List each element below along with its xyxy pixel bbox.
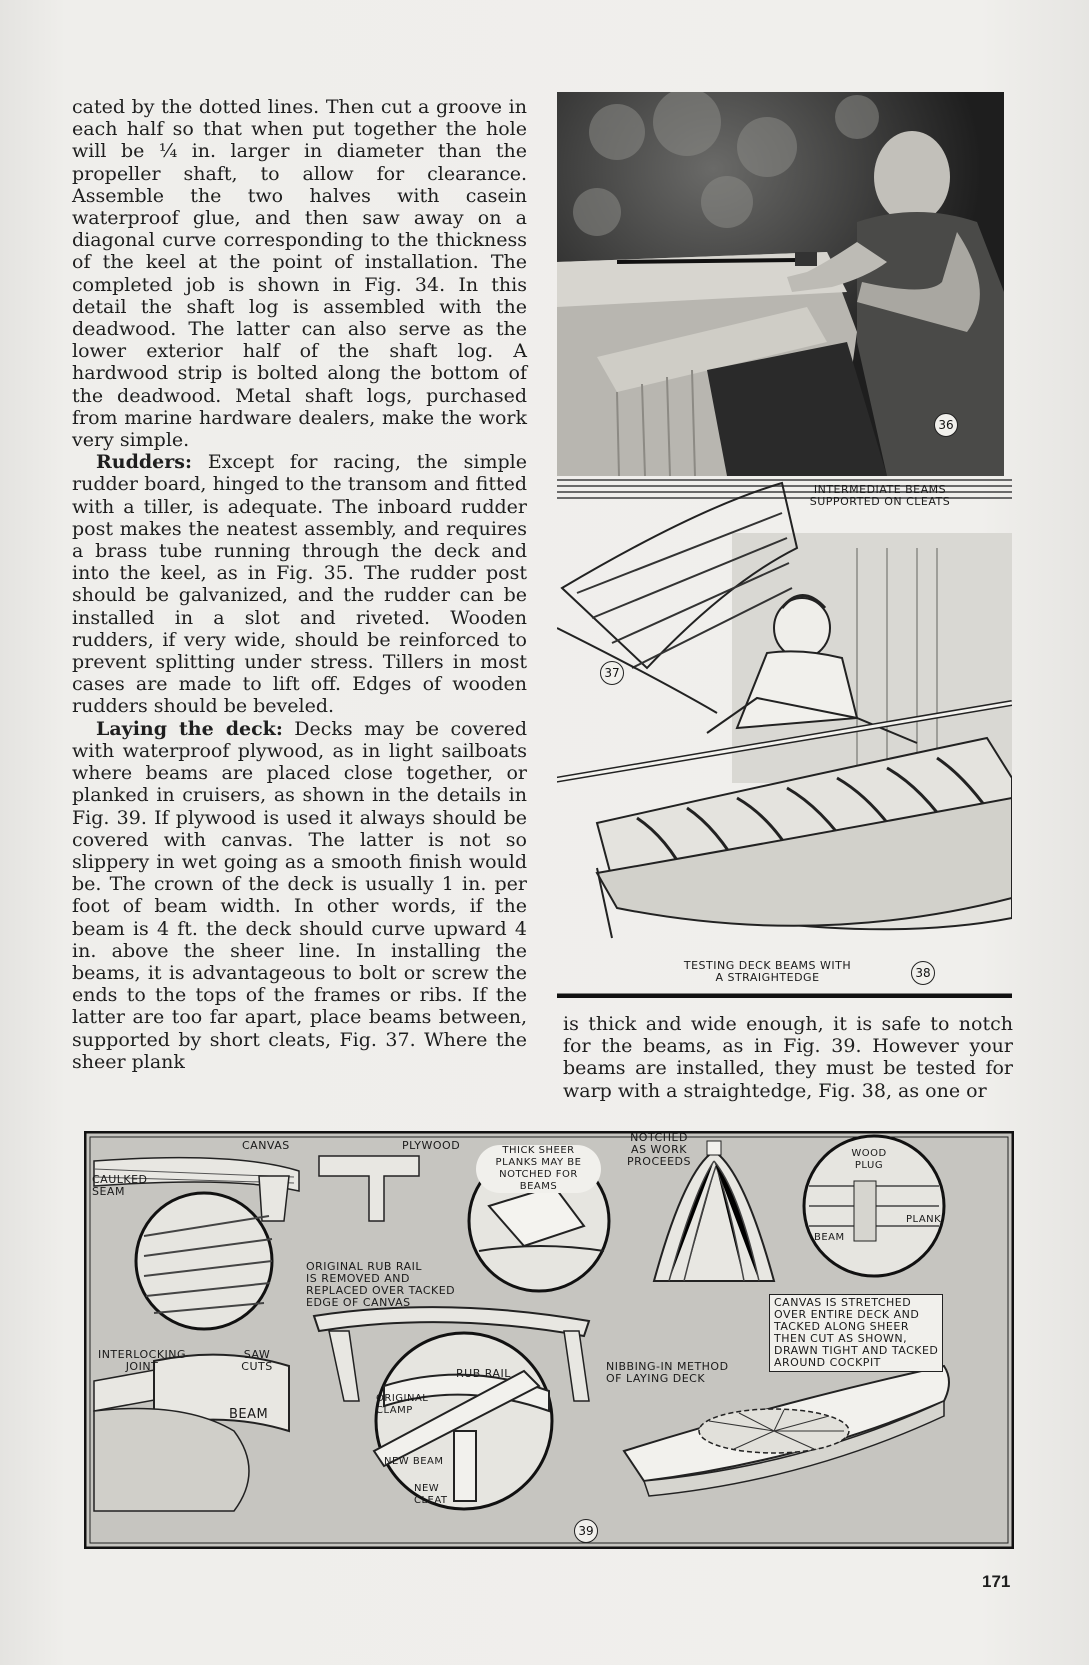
paragraph-shaft-log: cated by the dotted lines. Then cut a groove in each half so that when put together the hole will be ¼ in. larger in diameter than the propeller shaft, to allow for clearance. Assemble the two halves with casein waterproof glue, and then saw away on a diagonal curve corresponding to the thickness of the keel at the point of installation. The completed job is shown in Fig. 34. In this detail the shaft log is assembled with the deadwood. The latter can also serve as the lower exterior half of the shaft log. A hardwood strip is bolted along the bottom of the deadwood. Metal shaft logs, purchased from marine hardware dealers, make the work very simple.	[72, 96, 527, 452]
label-thick-sheer: THICK SHEER PLANKS MAY BE NOTCHED FOR BEAMS	[476, 1145, 601, 1193]
figure-36-number: 36	[934, 413, 958, 437]
paragraph-rudders	[72, 451, 527, 717]
left-text-column	[72, 96, 527, 1073]
rudders-body: Except for racing, the simple rudder board, hinged to the transom and fitted with a tiller, is adequate. The inboard rudder post makes the neatest assembly, and requires a brass tube running through the deck and into the keel, as in Fig. 35. The rudder post should be galvanized, and the rudder can be installed in a slot and riveted. Wooden rudders, if very wide, should be reinforced to prevent splitting under stress. Tillers in most cases are made to lift off. Edges of wooden rudders should be beveled.	[72, 451, 527, 718]
label-plywood: PLYWOOD	[402, 1139, 461, 1152]
label-canvas: CANVAS	[242, 1139, 290, 1152]
label-canvas-stretched: CANVAS IS STRETCHED OVER ENTIRE DECK AND TACKED ALONG SHEER THEN CUT AS SHOWN, DRAWN TIGHT AND TACKED AROUND COCKPIT	[769, 1294, 943, 1372]
right-text-column	[563, 1013, 1013, 1102]
figure-37-label: INTERMEDIATE BEAMS SUPPORTED ON CLEATS	[809, 483, 951, 508]
label-caulked-seam: CAULKED SEAM	[92, 1173, 148, 1198]
figure-38-number: 38	[911, 961, 935, 985]
figure-39-illustration	[84, 1131, 1014, 1549]
figure-37-number: 37	[600, 661, 624, 685]
figure-36-photo	[557, 92, 1004, 476]
label-beam-piece: BEAM	[229, 1407, 269, 1422]
figure-39-number: 39	[574, 1519, 598, 1543]
heading-laying-deck: Laying the deck:	[96, 717, 283, 740]
paragraph-continuation: is thick and wide enough, it is safe to notch for the beams, as in Fig. 39. However your beams are installed, they must be tested for warp with a straightedge, Fig. 38, as one or	[563, 1013, 1013, 1102]
label-beam-circle: BEAM	[814, 1232, 845, 1243]
label-rub-rail: RUB RAIL	[456, 1367, 511, 1380]
label-plank: PLANK	[906, 1214, 942, 1225]
label-nibbing-in: NIBBING-IN METHOD OF LAYING DECK	[606, 1360, 729, 1385]
paragraph-laying-deck	[72, 718, 527, 1073]
page-number: 171	[982, 1572, 1011, 1591]
label-new-cleat: NEW CLEAT	[414, 1483, 448, 1506]
label-interlocking-joint: INTERLOCKING JOINT	[97, 1348, 187, 1373]
laying-deck-body: Decks may be covered with waterproof plywood, as in light sailboats where beams are placed close together, or planked in cruisers, as shown in the details in Fig. 39. If plywood is used it always should be covered with canvas. The latter is not so slippery in wet going as a smooth finish would be. The crown of the deck is usually 1 in. per foot of beam width. In other words, if the beam is 4 ft. the deck should curve upward 4 in. above the sheer line. In installing the beams, it is advantageous to bolt or screw the ends to the tops of the frames or ribs. If the latter are too far apart, place beams between, supported by short cleats, Fig. 37. Where the sheer plank	[72, 717, 527, 1073]
label-wood-plug: WOOD PLUG	[851, 1148, 887, 1171]
heading-rudders: Rudders:	[96, 451, 192, 474]
label-rub-rail-note: ORIGINAL RUB RAIL IS REMOVED AND REPLACED OVER TACKED EDGE OF CANVAS	[306, 1260, 456, 1309]
label-notched: NOTCHED AS WORK PROCEEDS	[627, 1131, 691, 1168]
label-original-clamp: ORIGINAL CLAMP	[376, 1393, 429, 1416]
figure-38-label: TESTING DECK BEAMS WITH A STRAIGHTEDGE	[683, 959, 852, 984]
label-new-beam: NEW BEAM	[384, 1456, 444, 1467]
figures-37-38-drawing	[557, 478, 1012, 998]
label-saw-cuts: SAW CUTS	[241, 1348, 273, 1373]
figure-37-38-illustration	[557, 478, 1012, 998]
